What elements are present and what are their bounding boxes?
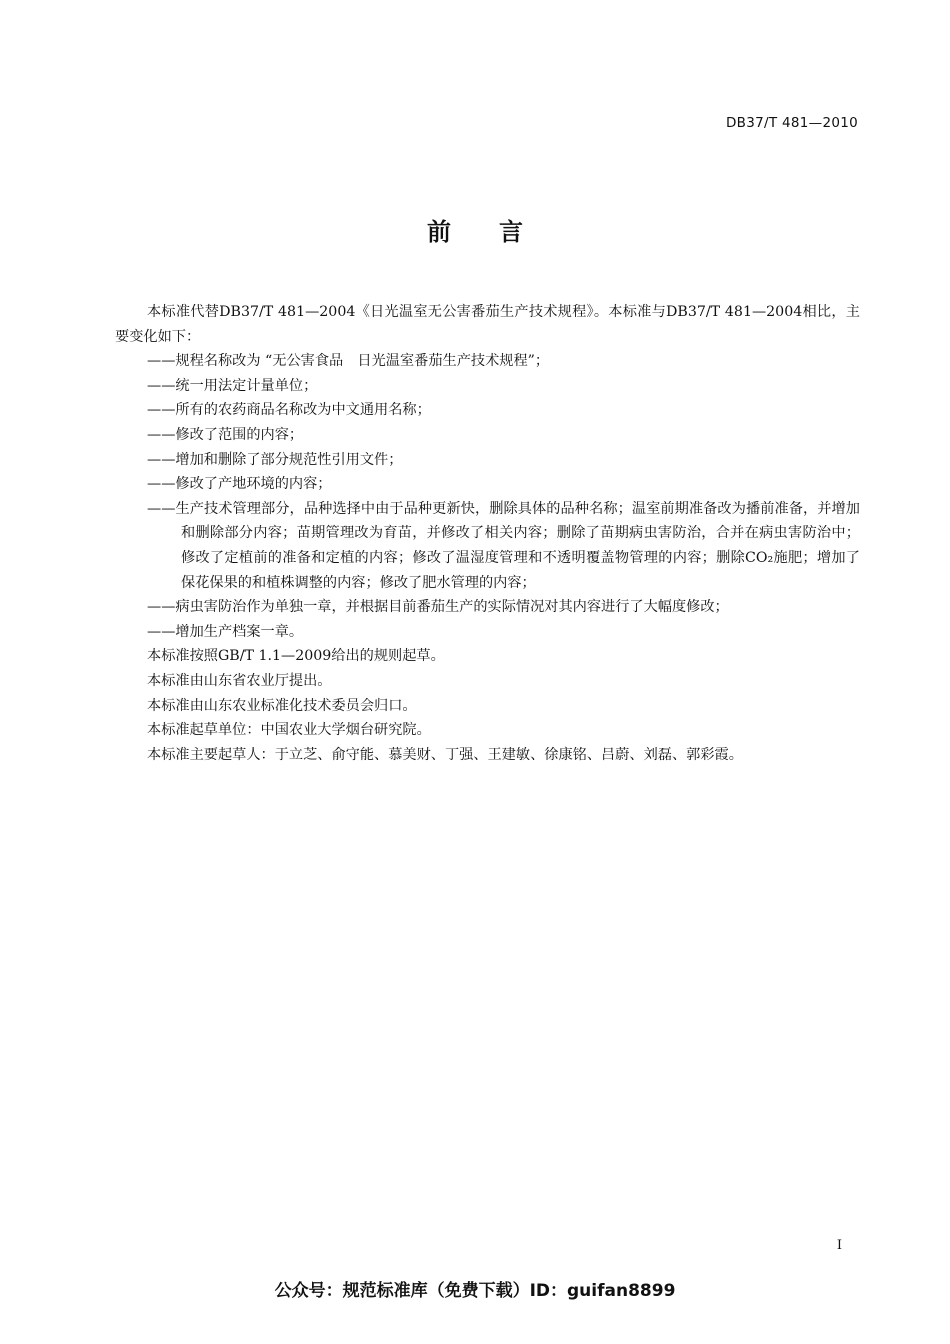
closing-paragraph: 本标准主要起草人：于立芝、俞守能、慕美财、丁强、王建敏、徐康铭、吕蔚、刘磊、郭彩霞。 [147, 746, 743, 763]
closing-paragraph: 本标准按照GB/T 1.1—2009给出的规则起草。 [147, 648, 445, 665]
foreword-body [115, 300, 860, 767]
change-item: ——增加生产档案一章。 [147, 623, 304, 640]
document-number: DB37/T 481—2010 [725, 115, 858, 131]
change-item: ——统一用法定计量单位； [147, 377, 318, 394]
page-number: I [836, 1238, 842, 1253]
title-char-1: 前 [427, 217, 451, 246]
change-item: ——病虫害防治作为单独一章，并根据目前番茄生产的实际情况对其内容进行了大幅度修改； [147, 599, 729, 616]
closing-paragraph: 本标准由山东农业标准化技术委员会归口。 [147, 697, 417, 714]
closing-paragraph: 本标准由山东省农业厅提出。 [147, 672, 332, 689]
change-item: ——修改了产地环境的内容； [147, 476, 332, 493]
page-title [0, 212, 950, 247]
intro-paragraph: 本标准代替DB37/T 481—2004《日光温室无公害番茄生产技术规程》。本标准与DB37/T 481—2004相比，主要变化如下： [115, 304, 860, 345]
change-item: ——生产技术管理部分，品种选择中由于品种更新快，删除具体的品种名称；温室前期准备改为播前准备，并增加和删除部分内容；苗期管理改为育苗，并修改了相关内容；删除了苗期病虫害防治，合并在病虫害防治中；修改了定植前的准备和定植的内容；修改了温湿度管理和不透明覆盖物管理的内容；删除CO₂施肥；增加了保花保果的和植株调整的内容；修改了肥水管理的内容； [147, 500, 860, 591]
change-item: ——规程名称改为 “无公害食品 日光温室番茄生产技术规程”； [147, 353, 550, 370]
closing-paragraph: 本标准起草单位：中国农业大学烟台研究院。 [147, 722, 431, 739]
change-item: ——修改了范围的内容； [147, 426, 304, 443]
change-item: ——增加和删除了部分规范性引用文件； [147, 451, 403, 468]
footer-watermark: 公众号：规范标准库（免费下载）ID：guifan8899 [274, 1281, 676, 1301]
title-char-2: 言 [499, 217, 523, 246]
change-item: ——所有的农药商品名称改为中文通用名称； [147, 402, 431, 419]
